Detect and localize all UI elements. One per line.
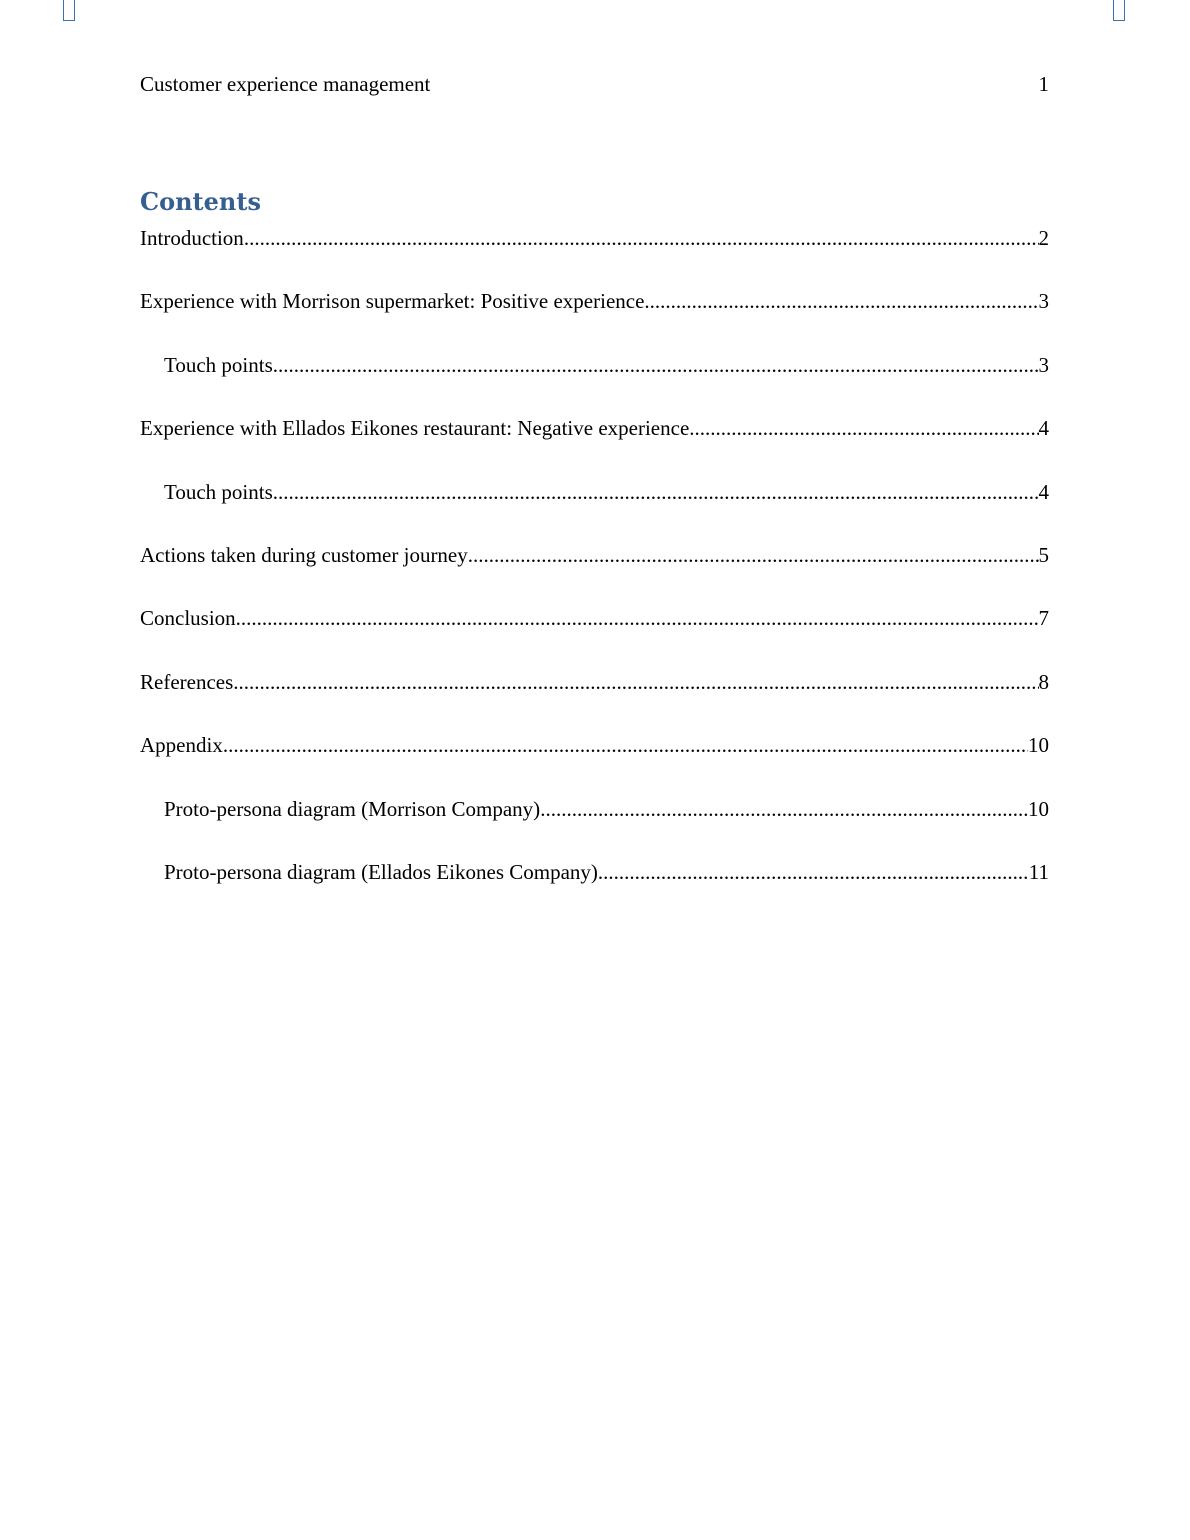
toc-entry-conclusion[interactable]: [140, 604, 1049, 632]
running-head-title: Customer experience management: [140, 72, 431, 96]
crop-mark-left: [63, 0, 75, 21]
toc-entry-label: Proto-persona diagram (Ellados Eikones Company): [164, 859, 598, 884]
toc-entry-morrison-experience[interactable]: [140, 287, 1049, 315]
toc-entry-actions[interactable]: [140, 541, 1049, 569]
toc-entry-references[interactable]: [140, 668, 1049, 696]
toc-leader-dots: [689, 414, 1038, 442]
toc-entry-label: Touch points: [164, 352, 273, 377]
toc-entry-appendix[interactable]: [140, 731, 1049, 759]
toc-leader-dots: [273, 478, 1039, 506]
toc-entry-page: 11: [1028, 859, 1049, 884]
toc-entry-page: 3: [1038, 289, 1049, 314]
toc-entry-page: 5: [1038, 542, 1049, 567]
toc-leader-dots: [273, 351, 1039, 379]
toc-entry-label: Experience with Ellados Eikones restaurant: Negative experience: [140, 416, 690, 441]
toc-entry-label: References: [140, 669, 234, 694]
toc-entry-label: Proto-persona diagram (Morrison Company): [164, 796, 541, 821]
toc-entry-page: 2: [1038, 226, 1049, 250]
toc-entry-touch-points-morrison[interactable]: [140, 351, 1049, 379]
toc-leader-dots: [468, 541, 1039, 569]
toc-entry-introduction[interactable]: [140, 224, 1049, 252]
toc-entry-label: Experience with Morrison supermarket: Positive experience: [140, 289, 645, 314]
toc-entry-label: Introduction: [140, 226, 244, 250]
toc-leader-dots: [598, 858, 1029, 886]
toc-entry-touch-points-ellados[interactable]: [140, 478, 1049, 506]
toc-entry-label: Conclusion: [140, 606, 236, 631]
toc-leader-dots: [223, 731, 1028, 759]
toc-entry-page: 10: [1028, 796, 1049, 821]
toc-leader-dots: [644, 287, 1038, 315]
toc-entry-proto-persona-ellados[interactable]: [140, 858, 1049, 886]
page-number: 1: [1038, 72, 1049, 96]
toc-entry-ellados-experience[interactable]: [140, 414, 1049, 442]
toc-entry-page: 7: [1038, 606, 1049, 631]
toc-entry-proto-persona-morrison[interactable]: [140, 795, 1049, 823]
toc-entry-label: Appendix: [140, 733, 223, 758]
toc-leader-dots: [236, 604, 1039, 632]
toc-entry-page: 10: [1028, 733, 1049, 758]
toc-entry-label: Actions taken during customer journey: [140, 542, 468, 567]
toc-entry-label: Touch points: [164, 479, 273, 504]
toc-entry-page: 4: [1038, 479, 1049, 504]
crop-mark-right: [1113, 0, 1125, 21]
toc-leader-dots: [244, 224, 1039, 252]
toc-leader-dots: [540, 795, 1028, 823]
toc-heading: Contents: [140, 187, 261, 216]
table-of-contents: [140, 224, 1049, 921]
toc-entry-page: 3: [1038, 352, 1049, 377]
page-header: [140, 70, 1049, 98]
toc-entry-page: 8: [1038, 669, 1049, 694]
toc-entry-page: 4: [1038, 416, 1049, 441]
toc-leader-dots: [233, 668, 1038, 696]
